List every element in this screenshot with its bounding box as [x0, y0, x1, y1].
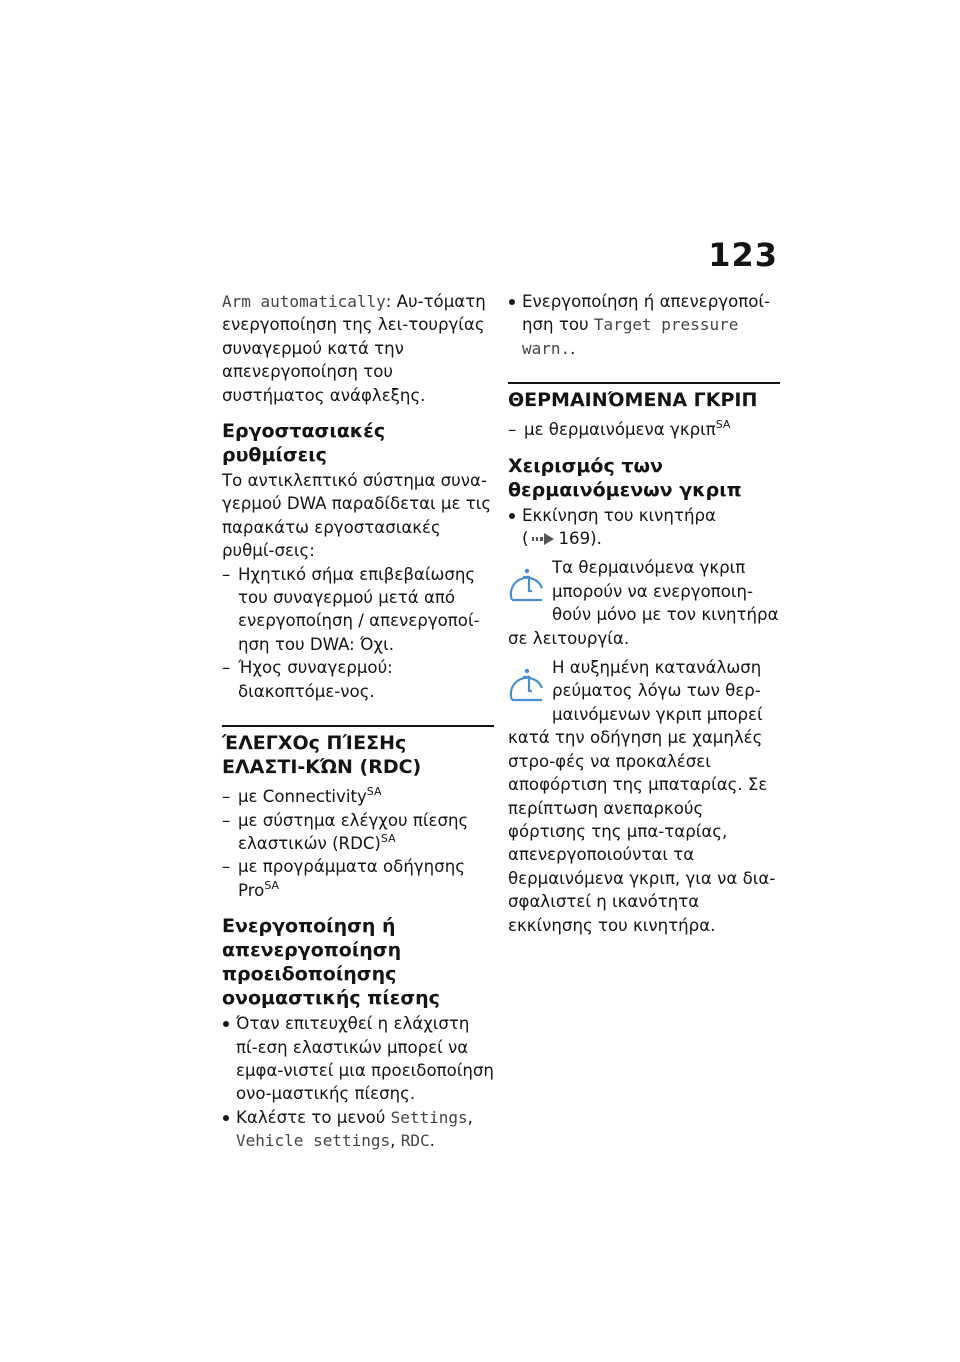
right-column [508, 290, 780, 937]
arrow-right-icon [532, 533, 554, 545]
list-item: – με θερμαινόμενα γκριπ$^{SA}$ [508, 418, 780, 441]
factory-settings-text: Το αντικλεπτικό σύστημα συνα-γερμού DWA παραδίδεται με τις παρακάτω εργοστασιακές ρυθμί-σεις: [222, 471, 492, 561]
list-item: – με σύστημα ελέγχου πίεσης ελαστικών (RDC)$^{SA}$ [222, 809, 494, 856]
list-item: – με προγράμματα οδήγησης Pro$^{SA}$ [222, 855, 494, 902]
list-item: Όταν επιτευχθεί η ελάχιστη πί-εση ελαστικών μπορεί να εμφα-νιστεί μια προειδοποίηση ονο-μαστικής πίεσης. [222, 1012, 494, 1106]
info-icon [508, 658, 546, 704]
list-item: Εκκίνηση του κινητήρα ( 169). [508, 504, 780, 551]
menu-path-settings: Settings [390, 1107, 468, 1127]
list-item: Καλέστε το μενού Settings, Vehicle settings, RDC. [222, 1106, 494, 1153]
rdc-section-heading: ΈΛΕΓΧΟς ΠΊΕΣΗς ΕΛΑΣΤΙ-ΚΏΝ (RDC) [222, 725, 494, 779]
heated-grips-handling-heading: Χειρισμός των θερμαινόμενων γκριπ [508, 454, 742, 501]
list-item: – Ηχητικό σήμα επιβεβαίωσης του συναγερμού μετά από ενεργοποίηση / απενεργοποί-ηση του DWA: Όχι. [222, 563, 494, 657]
left-column [222, 290, 494, 1153]
info-note: Η αυξημένη κατανάλωση ρεύματος λόγω των θερ-μαινόμενων γκριπ μπορεί κατά την οδήγηση με χαμηλές στρο-φές να προκαλέσει αποφόρτιση της μπαταρίας. Σε περίπτωση ανεπαρκούς φόρτισης της μπα-ταρίας, απενεργοποιούνται τα θερμαινόμενα γκριπ, για να δια-σφαλιστεί η ικανότητα εκκίνησης του κινητήρα. [508, 658, 776, 935]
pressure-warning-heading: Ενεργοποίηση ή απενεργοποίηση προειδοποίησης ονομαστικής πίεσης [222, 915, 440, 1010]
info-icon [508, 558, 546, 604]
heated-grips-section-heading: ΘΕΡΜΑΙΝΌΜΕΝΑ ΓΚΡΙΠ [508, 382, 780, 412]
info-note: Τα θερμαινόμενα γκριπ μπορούν να ενεργοποιη-θούν μόνο με τον κινητήρα σε λειτουργία. [508, 558, 779, 648]
intro-paragraph: Arm automatically: Αυ-τόματη ενεργοποίηση της λει-τουργίας συναγερμού κατά την απενεργοποίηση του συστήματος ανάφλεξης. [222, 292, 486, 405]
list-item: – Ήχος συναγερμού: διακοπτόμε-νος. [222, 656, 494, 703]
list-item: – με Connectivity$^{SA}$ [222, 785, 494, 808]
list-item: Ενεργοποίηση ή απενεργοποί-ηση του Target pressure warn.. [508, 290, 780, 360]
menu-item-code: Arm automatically [222, 292, 386, 311]
menu-path-rdc: RDC [400, 1131, 430, 1151]
page-reference: ( 169). [522, 529, 602, 549]
factory-settings-heading: Εργοστασιακές ρυθμίσεις [222, 420, 386, 467]
menu-item-code: Target pressure warn. [522, 315, 739, 358]
page-number: 123 [708, 236, 778, 274]
menu-path-vehicle-settings: Vehicle settings [236, 1131, 391, 1151]
